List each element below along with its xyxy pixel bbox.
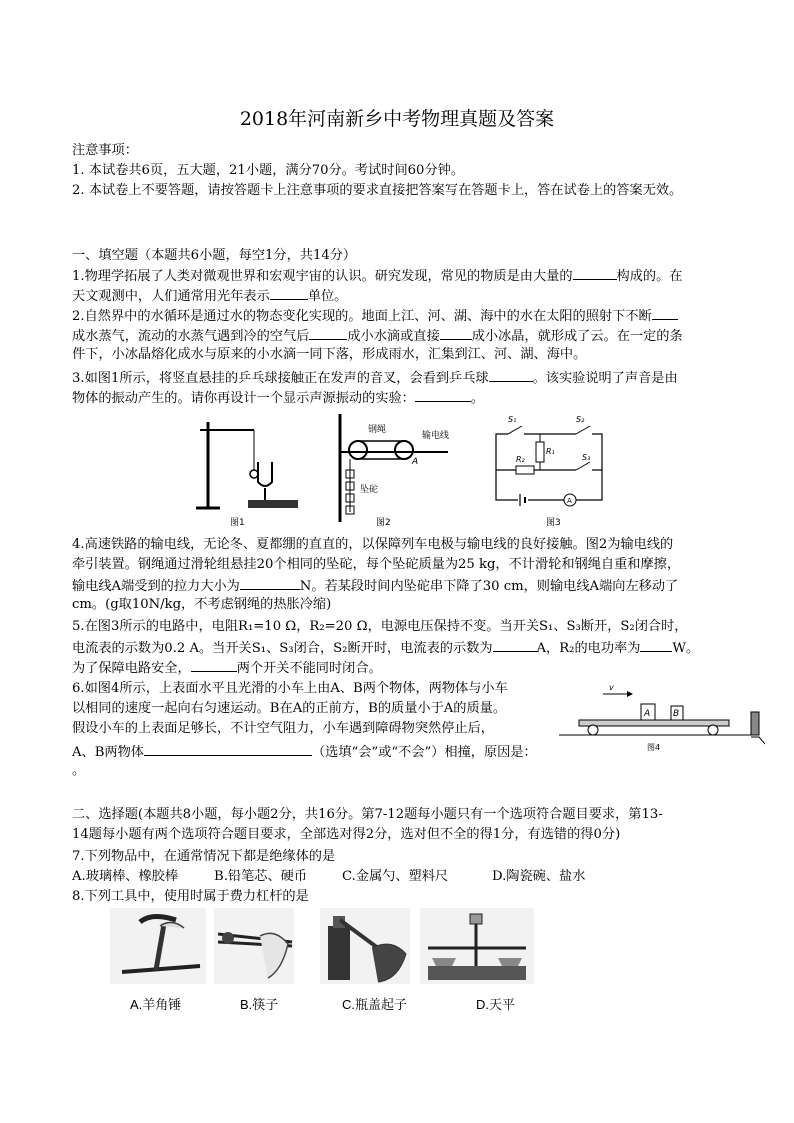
q8-stem: 8.下列工具中，使用时属于费力杠杆的是 xyxy=(72,889,309,904)
q2-line3: 件下，小冰晶熔化成水与原来的小水滴一同下落，形成雨水，汇集到江、河、湖、海中。 xyxy=(72,347,587,362)
figure-1-tuning-fork xyxy=(196,422,298,528)
fig2-a-label: A xyxy=(412,457,419,467)
answer-blank xyxy=(309,326,347,340)
q8-option-d: D.天平 xyxy=(476,997,516,1012)
figure-3-circuit xyxy=(496,415,602,528)
q5-line3: 为了保障电路安全， 两个开关不能同时闭合。 xyxy=(72,658,382,678)
fig2-wire-label: 输电线 xyxy=(422,431,450,441)
answer-blank xyxy=(415,388,471,402)
answer-blank xyxy=(144,742,312,756)
balance-scale-image xyxy=(420,908,534,984)
q1-line2: 天文观测中，人们通常用光年表示 单位。 xyxy=(72,286,347,306)
answer-blank xyxy=(270,286,308,300)
answer-blank xyxy=(489,368,533,382)
answer-blank xyxy=(573,266,617,280)
answer-blank xyxy=(652,306,678,320)
figures-1-3 xyxy=(190,412,630,530)
q4-line1: 4.高速铁路的输电线，无论冬、夏都绷的直直的，以保障列车电极与输电线的良好接触。图2为输电线的 xyxy=(72,537,674,552)
q6-line5: 。 xyxy=(72,763,86,778)
q6-line1: 6.如图4所示，上表面水平且光滑的小车上由A、B两个物体，两物体与小车 xyxy=(72,681,508,696)
section2-heading-line2: 14题每小题有两个选项符合题目要求，全部选对得2分，选对但不全的得1分，有选错的得0分) xyxy=(72,827,621,842)
q2-line2: 成水蒸气，流动的水蒸气遇到冷的空气后 成小水滴或直接 成小冰晶，就形成了云。在一定的条 xyxy=(72,326,683,346)
q7-option-d: D.陶瓷碗、盐水 xyxy=(492,869,586,884)
answer-blank xyxy=(440,326,472,340)
q6-line3: 假设小车的上表面足够长，不计空气阻力，小车遇到障碍物突然停止后， xyxy=(72,721,494,736)
fig3-s2: S₂ xyxy=(576,415,585,424)
page-title: 2018年河南新乡中考物理真题及答案 xyxy=(239,108,555,130)
q4-line2: 牵引装置。钢绳通过滑轮组悬挂20个相同的坠砣，每个坠砣质量为25 kg，不计滑轮和钢绳自重和摩擦， xyxy=(72,557,681,572)
answer-blank xyxy=(640,638,672,652)
fig4-a-label: A xyxy=(644,709,651,719)
q8-option-a: A.羊角锤 xyxy=(130,997,182,1012)
q8-tool-images xyxy=(110,908,534,986)
fig2-weight-label: 坠砣 xyxy=(360,485,379,495)
q7-option-a: A.玻璃棒、橡胶棒 xyxy=(72,869,179,884)
q7-option-b: B.铅笔芯、硬币 xyxy=(214,869,308,884)
fig3-ammeter: A xyxy=(567,497,572,505)
claw-hammer-image xyxy=(110,908,206,984)
q3-line2: 物体的振动产生的。请你再设计一个显示声源振动的实验： 。 xyxy=(72,388,484,408)
fig4-velocity-label: v xyxy=(609,683,614,692)
fig3-s3: S₃ xyxy=(582,453,591,462)
answer-blank xyxy=(493,638,537,652)
notice-heading: 注意事项： xyxy=(72,143,138,158)
q5-line1: 5.在图3所示的电路中，电阻R₁=10 Ω，R₂=20 Ω，电源电压保持不变。当开关S₁、S₃断开，S₂闭合时， xyxy=(72,619,688,634)
answer-blank xyxy=(191,658,237,672)
fig3-r1: R₁ xyxy=(546,447,555,456)
figure-4-cart xyxy=(555,682,765,754)
q4-line4: cm。(g取10N/kg，不考虑钢绳的热胀冷缩) xyxy=(72,597,332,612)
notice-item-1: 1. 本试卷共6页，五大题，21小题，满分70分。考试时间60分钟。 xyxy=(72,163,465,178)
answer-blank xyxy=(240,576,300,590)
q3-line1: 3.如图1所示，将竖直悬挂的乒乓球接触正在发声的音叉，会看到乒乓球 。该实验说明了声音是由 xyxy=(72,368,678,388)
q4-line3: 输电线A端受到的拉力大小为 N。若某段时间内坠砣串下降了30 cm，则输电线A端向左移动了 xyxy=(72,576,678,596)
fig3-s1: S₁ xyxy=(508,415,517,424)
fig1-label: 图1 xyxy=(230,518,245,528)
q7-stem: 7.下列物品中，在通常情况下都是绝缘体的是 xyxy=(72,849,336,864)
section2-heading-line1: 二、选择题(本题共8小题，每小题2分，共16分。第7-12题每小题只有一个选项符合题目要求，第13- xyxy=(72,807,663,822)
q6-line4: A、B两物体 （选填“会”或“不会”）相撞，原因是： xyxy=(72,742,537,762)
fig3-label: 图3 xyxy=(546,518,561,528)
fig4-b-label: B xyxy=(673,709,680,719)
q6-line2: 以相同的速度一起向右匀速运动。B在A的正前方，B的质量小于A的质量。 xyxy=(72,701,507,716)
fig3-r2: R₂ xyxy=(516,455,525,464)
q1-line1: 1.物理学拓展了人类对微观世界和宏观宇宙的认识。研究发现，常见的物质是由大量的 构成的。在 xyxy=(72,266,682,286)
q8-option-c: C.瓶盖起子 xyxy=(342,997,408,1012)
notice-item-2: 2. 本试卷上不要答题，请按答题卡上注意事项的要求直接把答案写在答题卡上，答在试卷上的答案无效。 xyxy=(72,183,683,198)
bottle-opener-image xyxy=(320,908,410,984)
fig2-rope-label: 钢绳 xyxy=(368,425,387,435)
chopsticks-image xyxy=(214,908,294,984)
fig2-label: 图2 xyxy=(376,518,391,528)
q7-option-c: C.金属勺、塑料尺 xyxy=(342,869,449,884)
q2-line1: 2.自然界中的水循环是通过水的物态变化实现的。地面上江、河、湖、海中的水在太阳的照射下不断 xyxy=(72,306,678,326)
q8-option-b: B.筷子 xyxy=(240,997,279,1012)
section1-heading: 一、填空题（本题共6小题，每空1分，共14分） xyxy=(72,248,357,263)
fig4-label: 图4 xyxy=(647,743,661,752)
figure-2-pulley-system xyxy=(340,414,449,528)
q5-line2: 电流表的示数为0.2 A。当开关S₁、S₃闭合，S₂断开时，电流表的示数为 A，R₂的电功率为 W。 xyxy=(72,638,699,658)
